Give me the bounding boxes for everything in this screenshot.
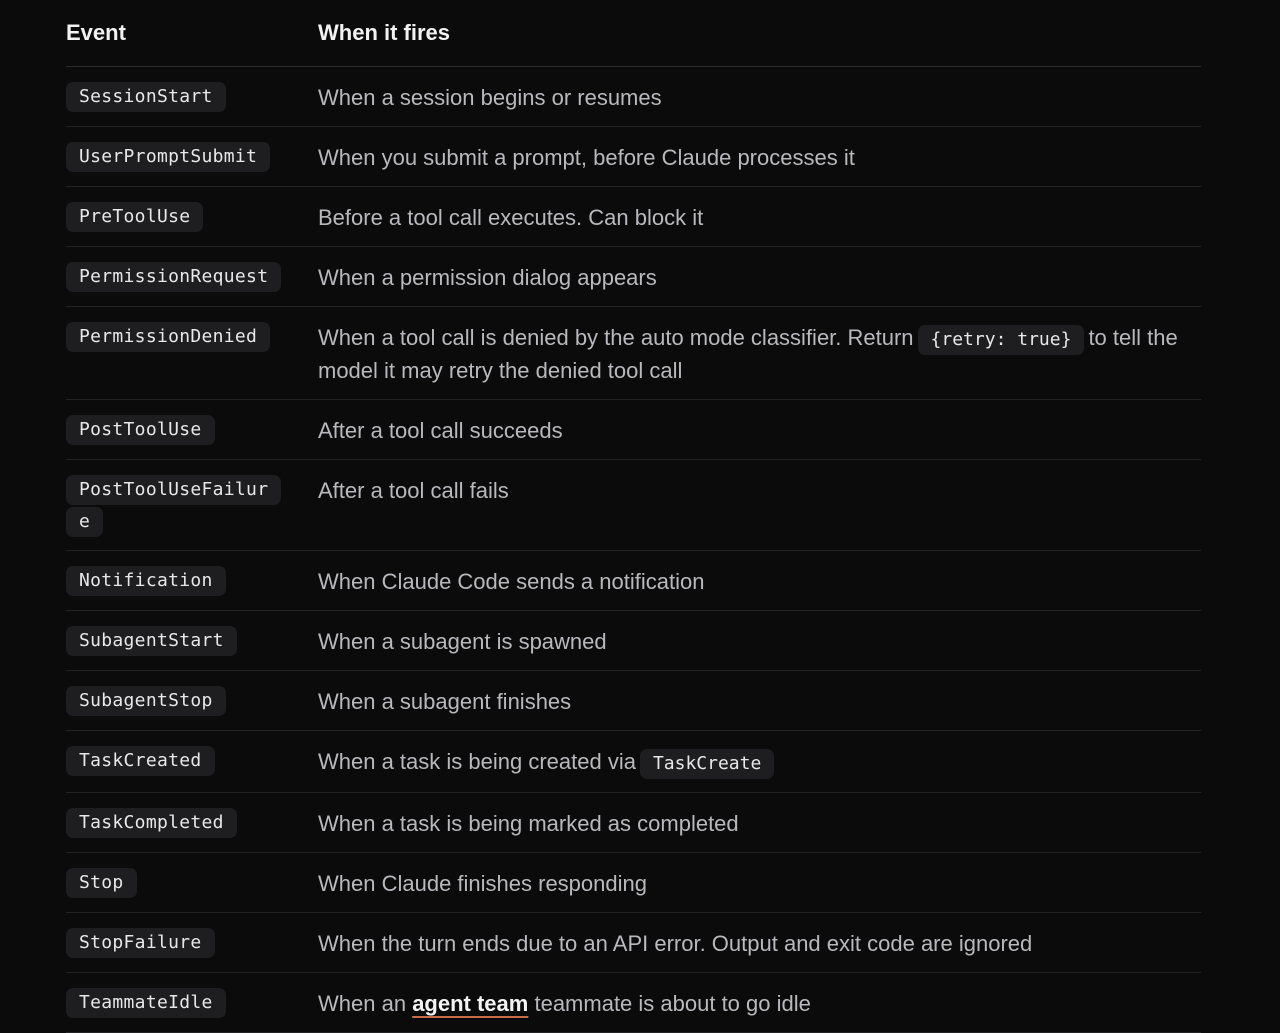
event-name: PermissionRequest [66, 262, 281, 292]
event-name: StopFailure [66, 928, 215, 958]
event-name: PermissionDenied [66, 322, 270, 352]
description-text: When an [318, 991, 407, 1016]
table-row [66, 307, 1201, 400]
table-row [66, 67, 1201, 127]
column-header-when: When it fires [318, 20, 451, 45]
event-description: When a subagent finishes [318, 689, 572, 714]
event-description [318, 988, 1201, 1019]
event-name-line2: e [66, 507, 103, 537]
event-name: UserPromptSubmit [66, 142, 270, 172]
event-name: SessionStart [66, 82, 226, 112]
event-name: SubagentStop [66, 686, 226, 716]
event-description: When a session begins or resumes [318, 85, 662, 110]
inline-code: {retry: true} [918, 325, 1085, 355]
event-name: TaskCreated [66, 746, 215, 776]
table-row [66, 853, 1201, 913]
event-description [318, 322, 1201, 386]
description-text: When a tool call is denied by the auto mode classifier. Return [318, 325, 914, 350]
event-description: When a permission dialog appears [318, 265, 657, 290]
event-description: After a tool call succeeds [318, 418, 563, 443]
table-row [66, 671, 1201, 731]
event-description: Before a tool call executes. Can block it [318, 205, 704, 230]
column-header-event: Event [66, 20, 126, 45]
event-name: TaskCompleted [66, 808, 237, 838]
event-description: When Claude Code sends a notification [318, 569, 705, 594]
event-name: TeammateIdle [66, 988, 226, 1018]
description-text: teammate is about to go idle [534, 991, 811, 1016]
event-description [318, 746, 1201, 779]
event-description: When Claude finishes responding [318, 871, 647, 896]
table-row [66, 247, 1201, 307]
description-text: When a task is being created via [318, 749, 636, 774]
inline-code: TaskCreate [640, 749, 774, 779]
event-description: When the turn ends due to an API error. Output and exit code are ignored [318, 931, 1033, 956]
event-name-line1: PostToolUseFailur [66, 475, 281, 505]
table-row [66, 611, 1201, 671]
agent-team-link[interactable]: agent team [412, 991, 529, 1016]
table-row [66, 793, 1201, 853]
event-description: When a task is being marked as completed [318, 811, 739, 836]
description-text: to tell the model it may retry the denied tool call [318, 325, 1178, 383]
table-row [66, 460, 1201, 551]
event-name: SubagentStart [66, 626, 237, 656]
table-header [66, 0, 1201, 67]
table-row [66, 187, 1201, 247]
table-row [66, 731, 1201, 793]
event-name: PreToolUse [66, 202, 203, 232]
table-row [66, 551, 1201, 611]
event-name: PostToolUse [66, 415, 215, 445]
hooks-events-table [66, 0, 1201, 1033]
event-description: When a subagent is spawned [318, 629, 607, 654]
table-row [66, 913, 1201, 973]
event-description: When you submit a prompt, before Claude processes it [318, 145, 855, 170]
event-description: After a tool call fails [318, 478, 509, 503]
event-name: Notification [66, 566, 226, 596]
event-name: Stop [66, 868, 137, 898]
table-row [66, 127, 1201, 187]
table-row [66, 400, 1201, 460]
event-name [66, 475, 318, 537]
table-row [66, 973, 1201, 1033]
